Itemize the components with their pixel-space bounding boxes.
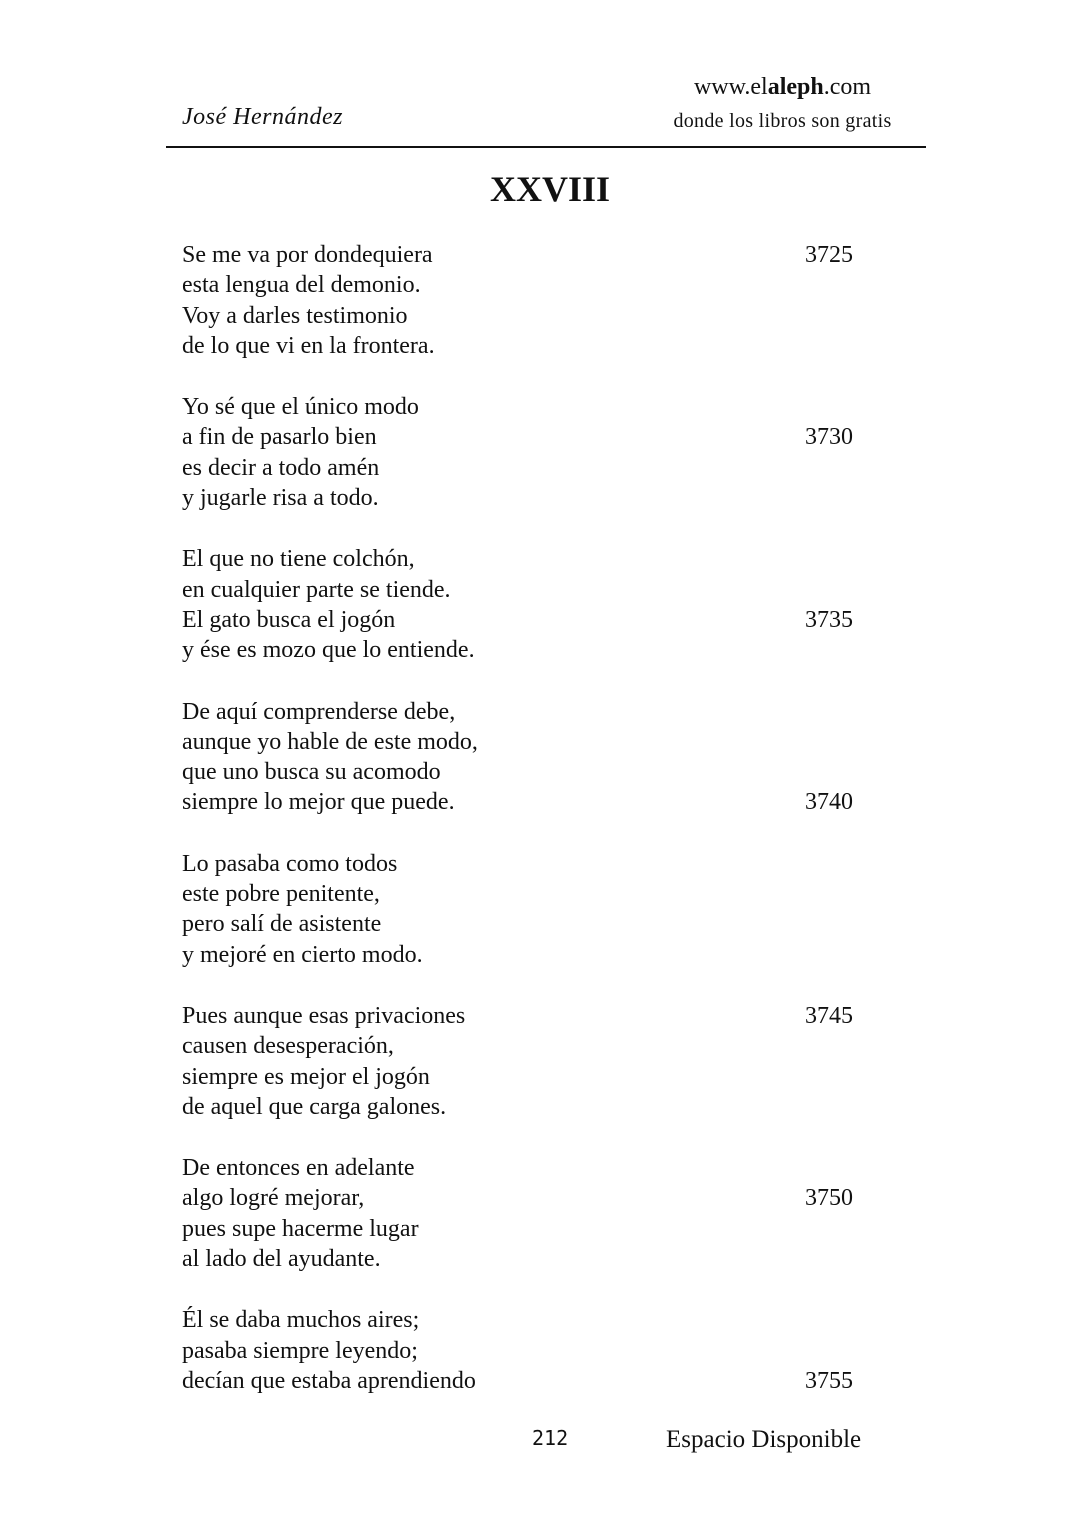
verse-text: de lo que vi en la frontera.	[182, 332, 435, 359]
verse-line	[182, 331, 882, 361]
verse-text: y jugarle risa a todo.	[182, 485, 379, 512]
verse-line	[182, 1001, 882, 1031]
verse-text: Lo pasaba como todos	[182, 850, 398, 877]
verse-line	[182, 605, 882, 635]
verse-line	[182, 240, 882, 270]
verse-text: al lado del ayudante.	[182, 1246, 381, 1273]
verse-line-number: 3740	[805, 789, 853, 816]
verse-line-number: 3735	[805, 606, 853, 633]
verse-text: pero salí de asistente	[182, 911, 382, 938]
stanza	[182, 1153, 882, 1274]
verse-line	[182, 879, 882, 909]
verse-text: aunque yo hable de este modo,	[182, 728, 478, 755]
verse-line	[182, 1336, 882, 1366]
verse-text: este pobre penitente,	[182, 881, 380, 908]
verse-line	[182, 940, 882, 970]
verse-line	[182, 1183, 882, 1213]
verse-line	[182, 849, 882, 879]
stanza	[182, 240, 882, 361]
verse-text: pasaba siempre leyendo;	[182, 1337, 418, 1364]
verse-line	[182, 757, 882, 787]
verse-text: siempre lo mejor que puede.	[182, 789, 455, 816]
verse-line-number: 3730	[805, 424, 853, 451]
verse-text: Pues aunque esas privaciones	[182, 1002, 466, 1029]
verse-line	[182, 575, 882, 605]
site-url-brand: aleph	[767, 74, 824, 100]
verse-text: Voy a darles testimonio	[182, 302, 408, 329]
verse-line	[182, 1214, 882, 1244]
stanza	[182, 392, 882, 513]
verse-text: es decir a todo amén	[182, 454, 380, 481]
verse-line-number: 3745	[805, 1002, 853, 1029]
verse-line	[182, 697, 882, 727]
verse-text: Se me va por dondequiera	[182, 242, 433, 268]
footer-note: Espacio Disponible	[666, 1426, 862, 1453]
verse-line	[182, 727, 882, 757]
header-divider	[166, 146, 926, 148]
verse-line-number: 3725	[805, 242, 853, 268]
verse-line-number: 3750	[805, 1185, 853, 1212]
verse-line	[182, 635, 882, 665]
verse-text: y mejoré en cierto modo.	[182, 941, 423, 968]
verse-text: El gato busca el jogón	[182, 606, 396, 633]
verse-text: de aquel que carga galones.	[182, 1093, 447, 1120]
verse-line	[182, 483, 882, 513]
stanza	[182, 697, 882, 818]
verse-text: Yo sé que el único modo	[182, 394, 419, 421]
verse-line	[182, 1244, 882, 1274]
verse-text: siempre es mejor el jogón	[182, 1063, 430, 1090]
stanza	[182, 849, 882, 970]
verse-line	[182, 1092, 882, 1122]
author-name: José Hernández	[182, 104, 343, 130]
verse-text: Él se daba muchos aires;	[182, 1307, 420, 1334]
site-tagline: donde los libros son gratis	[673, 110, 892, 132]
verse-line-number: 3755	[805, 1367, 853, 1394]
verse-line	[182, 1305, 882, 1335]
verse-line	[182, 422, 882, 452]
verse-text: y ése es mozo que lo entiende.	[182, 637, 475, 664]
verse-text: De aquí comprenderse debe,	[182, 698, 456, 725]
verse-line	[182, 1366, 882, 1396]
site-url	[640, 74, 925, 101]
stanza	[182, 544, 882, 665]
page-number: 212	[532, 1426, 569, 1450]
site-url-prefix: www.el	[693, 74, 768, 100]
verse-text: en cualquier parte se tiende.	[182, 576, 451, 603]
poem-body	[182, 240, 882, 1427]
verse-line	[182, 1062, 882, 1092]
chapter-title: XXVIII	[489, 169, 611, 209]
verse-line	[182, 1153, 882, 1183]
stanza	[182, 1305, 882, 1396]
verse-text: algo logré mejorar,	[182, 1185, 365, 1212]
verse-line	[182, 787, 882, 817]
verse-line	[182, 270, 882, 300]
verse-line	[182, 392, 882, 422]
verse-text: pues supe hacerme lugar	[182, 1215, 419, 1242]
site-url-suffix: .com	[823, 74, 872, 100]
verse-text: que uno busca su acomodo	[182, 759, 441, 786]
verse-text: causen desesperación,	[182, 1033, 394, 1060]
verse-line	[182, 544, 882, 574]
verse-text: De entonces en adelante	[182, 1155, 415, 1182]
verse-text: a fin de pasarlo bien	[182, 424, 377, 451]
stanza	[182, 1001, 882, 1122]
verse-line	[182, 1031, 882, 1061]
verse-text: decían que estaba aprendiendo	[182, 1367, 476, 1394]
verse-line	[182, 909, 882, 939]
verse-line	[182, 453, 882, 483]
verse-text: El que no tiene colchón,	[182, 546, 415, 573]
verse-text: esta lengua del demonio.	[182, 272, 421, 299]
verse-line	[182, 301, 882, 331]
